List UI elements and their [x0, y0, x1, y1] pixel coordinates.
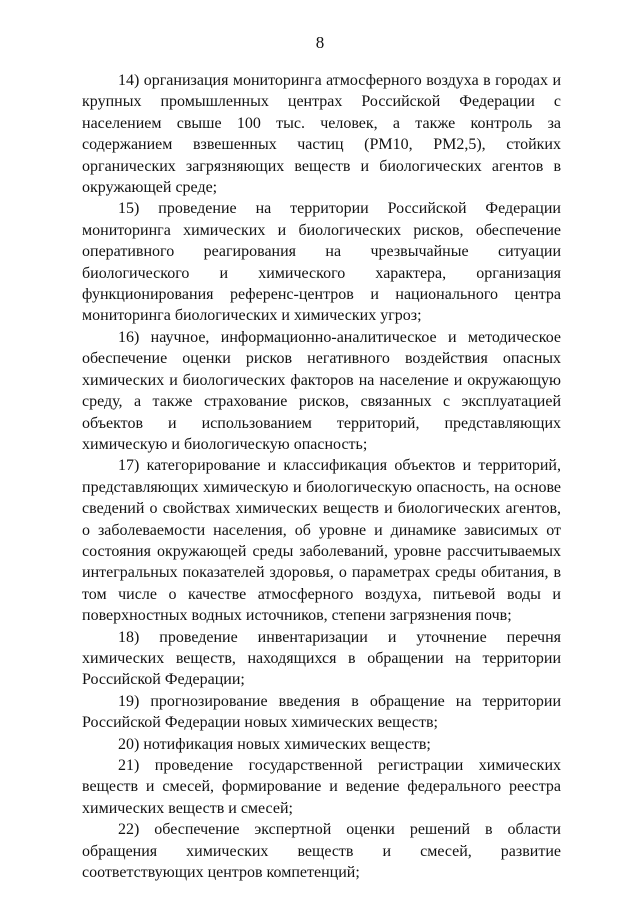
- list-item-15: 15) проведение на территории Российской Федерации мониторинга химических и биологических рисков, обеспечение оперативного реагирования на чрезвычайные ситуации биологического и химического характера, организация функционирования референс-центров и национального центра мониторинга биологических и химических угроз;: [82, 200, 561, 325]
- list-item-19: 19) прогнозирование введения в обращение на территории Российской Федерации новых химических веществ;: [82, 692, 561, 732]
- document-body: [82, 70, 561, 883]
- list-item-22: 22) обеспечение экспертной оценки решений в области обращения химических веществ и смесей, развитие соответствующих центров компетенций;: [82, 821, 561, 882]
- list-item-20: 20) нотификация новых химических веществ;: [118, 735, 431, 753]
- list-item-17: 17) категорирование и классификация объектов и территорий, представляющих химическую и биологическую опасность, на основе сведений о свойствах химических веществ и биологических агентов, о заболеваемости населения, об уровне и динамике зависимых от состояния окружающей среды заболеваний, уровне рассчитываемых интегральных показателей здоровья, о параметрах среды обитания, в том числе о качестве атмосферного воздуха, питьевой воды и поверхностных водных источников, степени загрязнения почв;: [82, 457, 561, 625]
- list-item-18: 18) проведение инвентаризации и уточнение перечня химических веществ, находящихся в обращении на территории Российской Федерации;: [82, 628, 561, 689]
- list-item-21: 21) проведение государственной регистрации химических веществ и смесей, формирование и ведение федерального реестра химических веществ и смесей;: [82, 757, 561, 817]
- list-item-14: 14) организация мониторинга атмосферного воздуха в городах и крупных промышленных центрах Российской Федерации с населением свыше 100 тыс. человек, а также контроль за содержанием взвешенных частиц (РМ10, РМ2,5), стойких органических загрязняющих веществ и биологических агентов в окружающей среде;: [82, 72, 561, 197]
- list-item-16: 16) научное, информационно-аналитическое и методическое обеспечение оценки рисков негативного воздействия опасных химических и биологических факторов на население и окружающую среду, а также страхование рисков, связанных с эксплуатацией объектов и использованием территорий, представляющих химическую и биологическую опасность;: [82, 328, 561, 453]
- page-number: 8: [315, 33, 325, 52]
